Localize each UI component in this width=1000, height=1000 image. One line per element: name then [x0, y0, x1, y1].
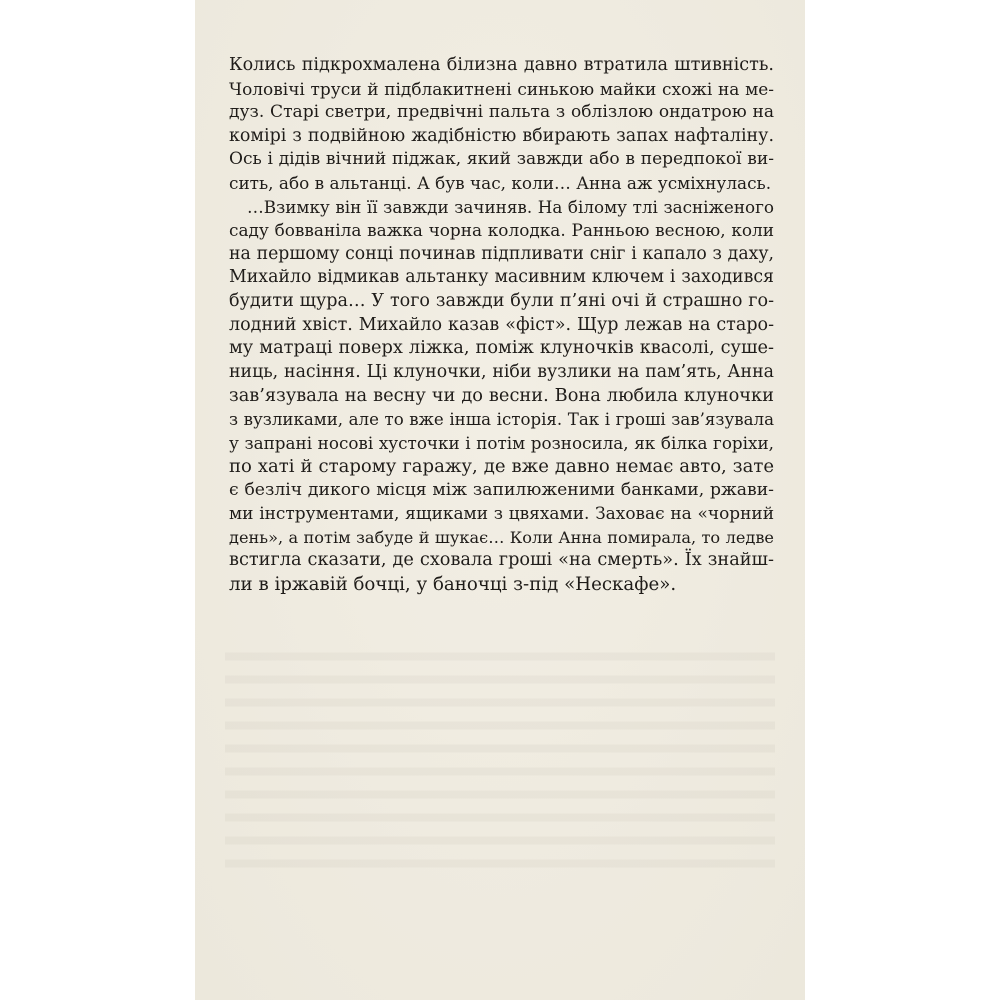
text-line: сить, або в альтанці. А був час, коли… Анна аж усміхнулась.	[229, 172, 772, 193]
text-line: дуз. Старі светри, предвічні пальта з облізлою ондатрою на	[229, 102, 774, 123]
reverse-side-show-through	[225, 640, 775, 870]
text-line: ми інструментами, ящиками з цвяхами. Заховає на «чорний	[229, 503, 774, 524]
text-line: му матраці поверх ліжка, поміж клуночків квасолі, суше-	[229, 338, 774, 359]
text-line: Михайло відмикав альтанку масивним ключем і заходився	[229, 267, 774, 288]
text-line: лодний хвіст. Михайло казав «фіст». Щур лежав на старо-	[229, 314, 774, 335]
text-line: Колись підкрохмалена білизна давно втратила штивність.	[229, 55, 774, 75]
text-line: будити щура… У того завжди були п’яні очі й страшно го-	[229, 290, 774, 311]
text-line: Чоловічі труси й підблакитнені синькою майки схожі на ме-	[229, 78, 774, 99]
text-line: встигла сказати, де сховала гроші «на смерть». Їх знайш-	[229, 550, 774, 571]
text-line: Ось і дідів вічний піджак, який завжди або в передпокої ви-	[229, 149, 774, 170]
book-page	[195, 0, 805, 1000]
text-line: …Взимку він її завжди зачиняв. На білому тлі засніженого	[247, 196, 774, 217]
text-line: ли в іржавій бочці, у баночці з-під «Нескафе».	[229, 574, 677, 596]
text-line: ниць, насіння. Ці клуночки, ніби вузлики на пам’ять, Анна	[229, 361, 774, 382]
text-line: у запрані носові хусточки і потім розносила, як білка горіхи,	[229, 432, 774, 453]
text-line: по хаті й старому гаражу, де вже давно немає авто, зате	[229, 456, 774, 478]
text-line: день», а потім забуде й шукає… Коли Анна помирала, то ледве	[229, 527, 774, 547]
paragraph	[229, 54, 774, 196]
text-line: саду бовваніла важка чорна колодка. Ранньою весною, коли	[229, 220, 774, 241]
text-line: є безліч дикого місця між запилюженими банками, ржави-	[229, 479, 774, 500]
text-line: зав’язувала на весну чи до весни. Вона любила клуночки	[229, 385, 774, 407]
text-line: на першому сонці починав підпливати сніг і капало з даху,	[229, 243, 774, 264]
body-text	[229, 54, 774, 597]
paragraph	[229, 196, 774, 597]
text-line: з вузликами, але то вже інша історія. Так і гроші зав’язувала	[229, 409, 774, 429]
text-line: комірі з подвійною жадібністю вбирають запах нафталіну.	[229, 125, 774, 146]
